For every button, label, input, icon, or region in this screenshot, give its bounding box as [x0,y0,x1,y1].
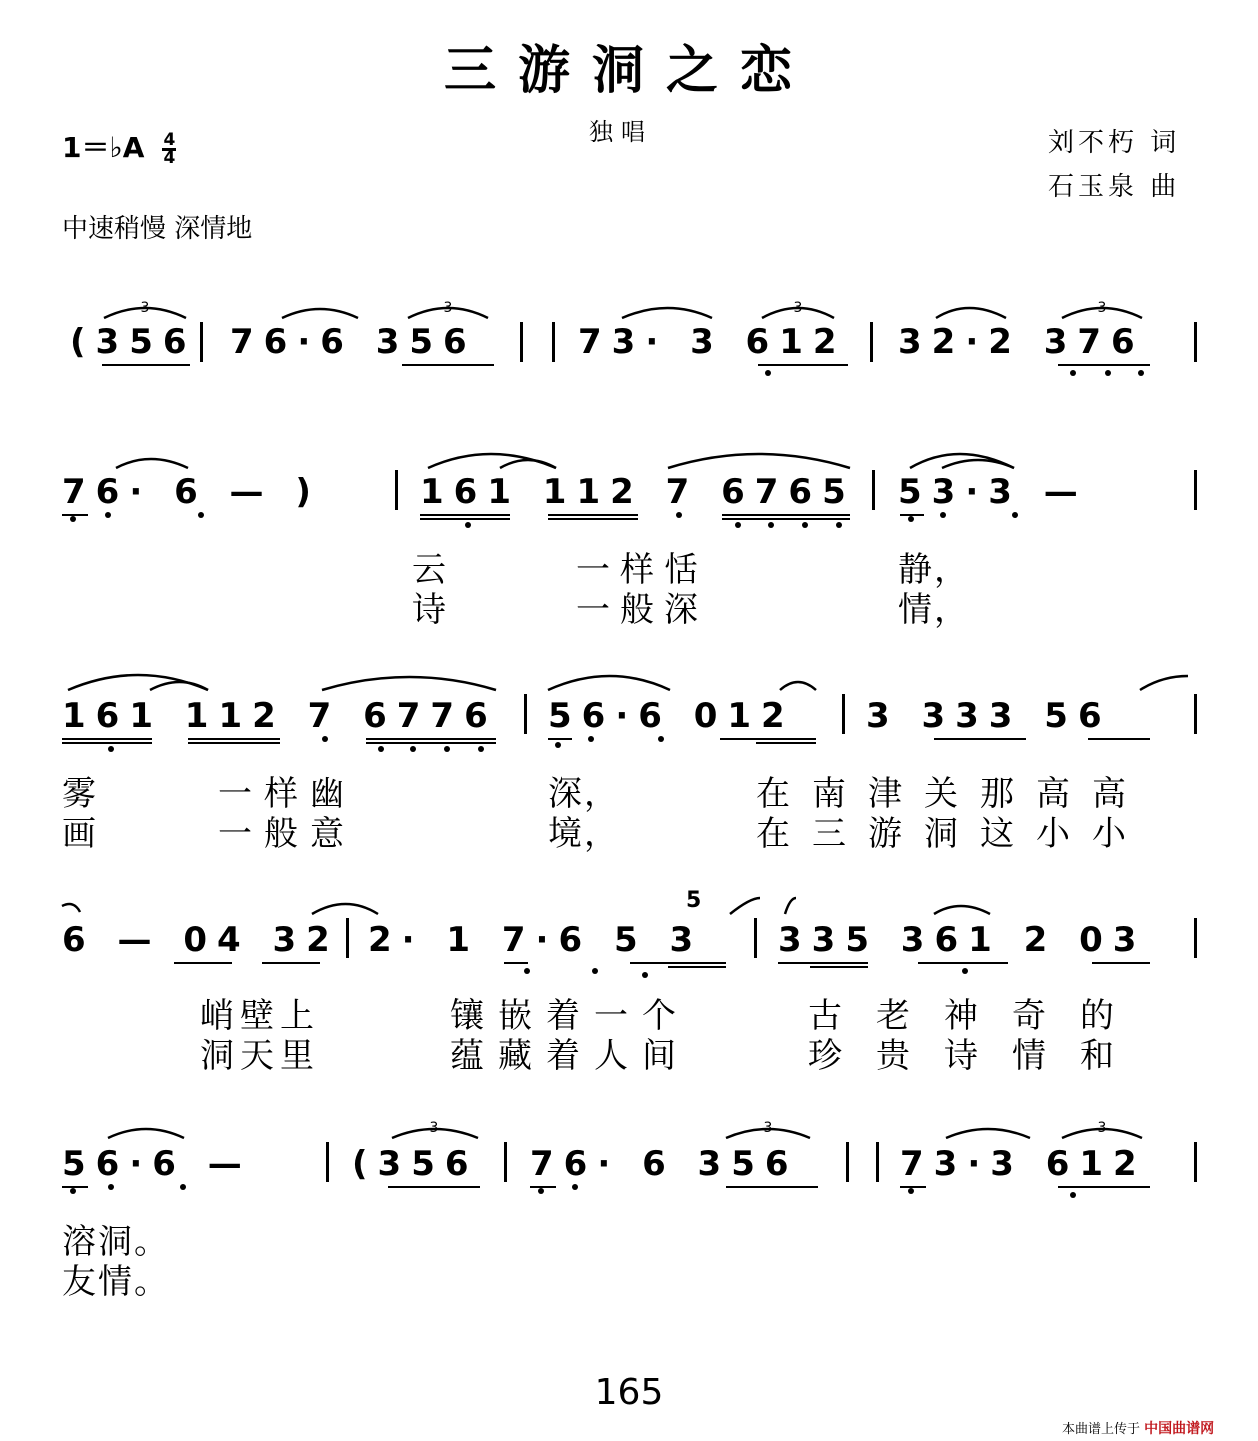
lyric: 在南津关那高高 [756,774,1148,814]
triplet-mark: 3 [793,300,803,316]
lyric: 深， [548,774,620,814]
triplet-mark: 3 [1097,1120,1107,1136]
lyric: 蕴藏着人间 [450,1036,690,1076]
measure-notes: 3 333 56 [866,696,1112,736]
measure-notes: (356 [70,322,197,362]
time-sig-bottom: 4 [163,147,176,168]
tempo-marking: 中速稍慢 深情地 [62,214,253,244]
lyric: 境， [548,814,620,854]
measure-notes: 56·6 012 [548,696,795,736]
lyric: 雾 [62,774,98,814]
lyric: 一般意 [218,814,356,854]
lyric: 一样幽 [218,774,356,814]
key-text: 1＝♭A [62,131,145,164]
page-number: 165 [594,1372,664,1413]
lyric: 古老神奇的 [808,996,1148,1036]
watermark-site: 中国曲谱网 [1144,1421,1215,1437]
watermark-prefix: 本曲谱上传于 [1062,1422,1141,1437]
measure-notes: 56·6 — [62,1144,252,1184]
measure-notes: 76· 6 — ) [62,472,321,512]
measure-notes: 73·3 612 [900,1144,1147,1184]
measure-notes: 32·2 376 [898,322,1145,362]
triplet-mark: 3 [1097,300,1107,316]
lyric: 一般深 [576,590,708,630]
triplet-mark: 3 [443,300,453,316]
lyric: 友情。 [62,1262,170,1302]
measure-notes: 76·6 356 [230,322,477,362]
page-title: 三游洞之恋 [443,40,814,101]
lyric: 在三游洞这小小 [756,814,1148,854]
measure-notes: 6 — 04 32 [62,920,340,960]
lyric: 洞天里 [200,1036,320,1076]
watermark [1062,1418,1214,1438]
time-sig-top: 4 [163,129,176,150]
grace-note: 5 [686,888,702,913]
composer-credit: 石玉泉 曲 [1048,172,1181,202]
measure-notes: 2· 1 7·6 5 3 [368,920,704,960]
measure-notes: 53·3 — [898,472,1088,512]
measure-notes: 73· 3 612 [578,322,847,362]
lyricist-credit: 刘不朽 词 [1048,128,1181,158]
lyric: 画 [62,814,98,854]
lyric: 诗 [412,590,448,630]
measure-notes: (356 [352,1144,479,1184]
lyric: 情， [898,590,970,630]
triplet-mark: 3 [140,300,150,316]
lyric: 镶嵌着一个 [450,996,690,1036]
lyric: 珍贵诗情和 [808,1036,1148,1076]
measure-notes: 161 112 7 6765 [420,472,856,512]
lyric: 一样恬 [576,550,708,590]
subtitle: 独唱 [589,118,653,146]
measure-notes: 76· 6 356 [530,1144,799,1184]
lyric: 静， [898,550,970,590]
measure-notes: 335 361 2 03 [778,920,1147,960]
lyric: 云 [412,550,448,590]
triplet-mark: 3 [763,1120,773,1136]
lyric: 溶洞。 [62,1222,170,1262]
measure-notes: 161 112 7 6776 [62,696,498,736]
lyric: 峭壁上 [200,996,320,1036]
triplet-mark: 3 [429,1120,439,1136]
